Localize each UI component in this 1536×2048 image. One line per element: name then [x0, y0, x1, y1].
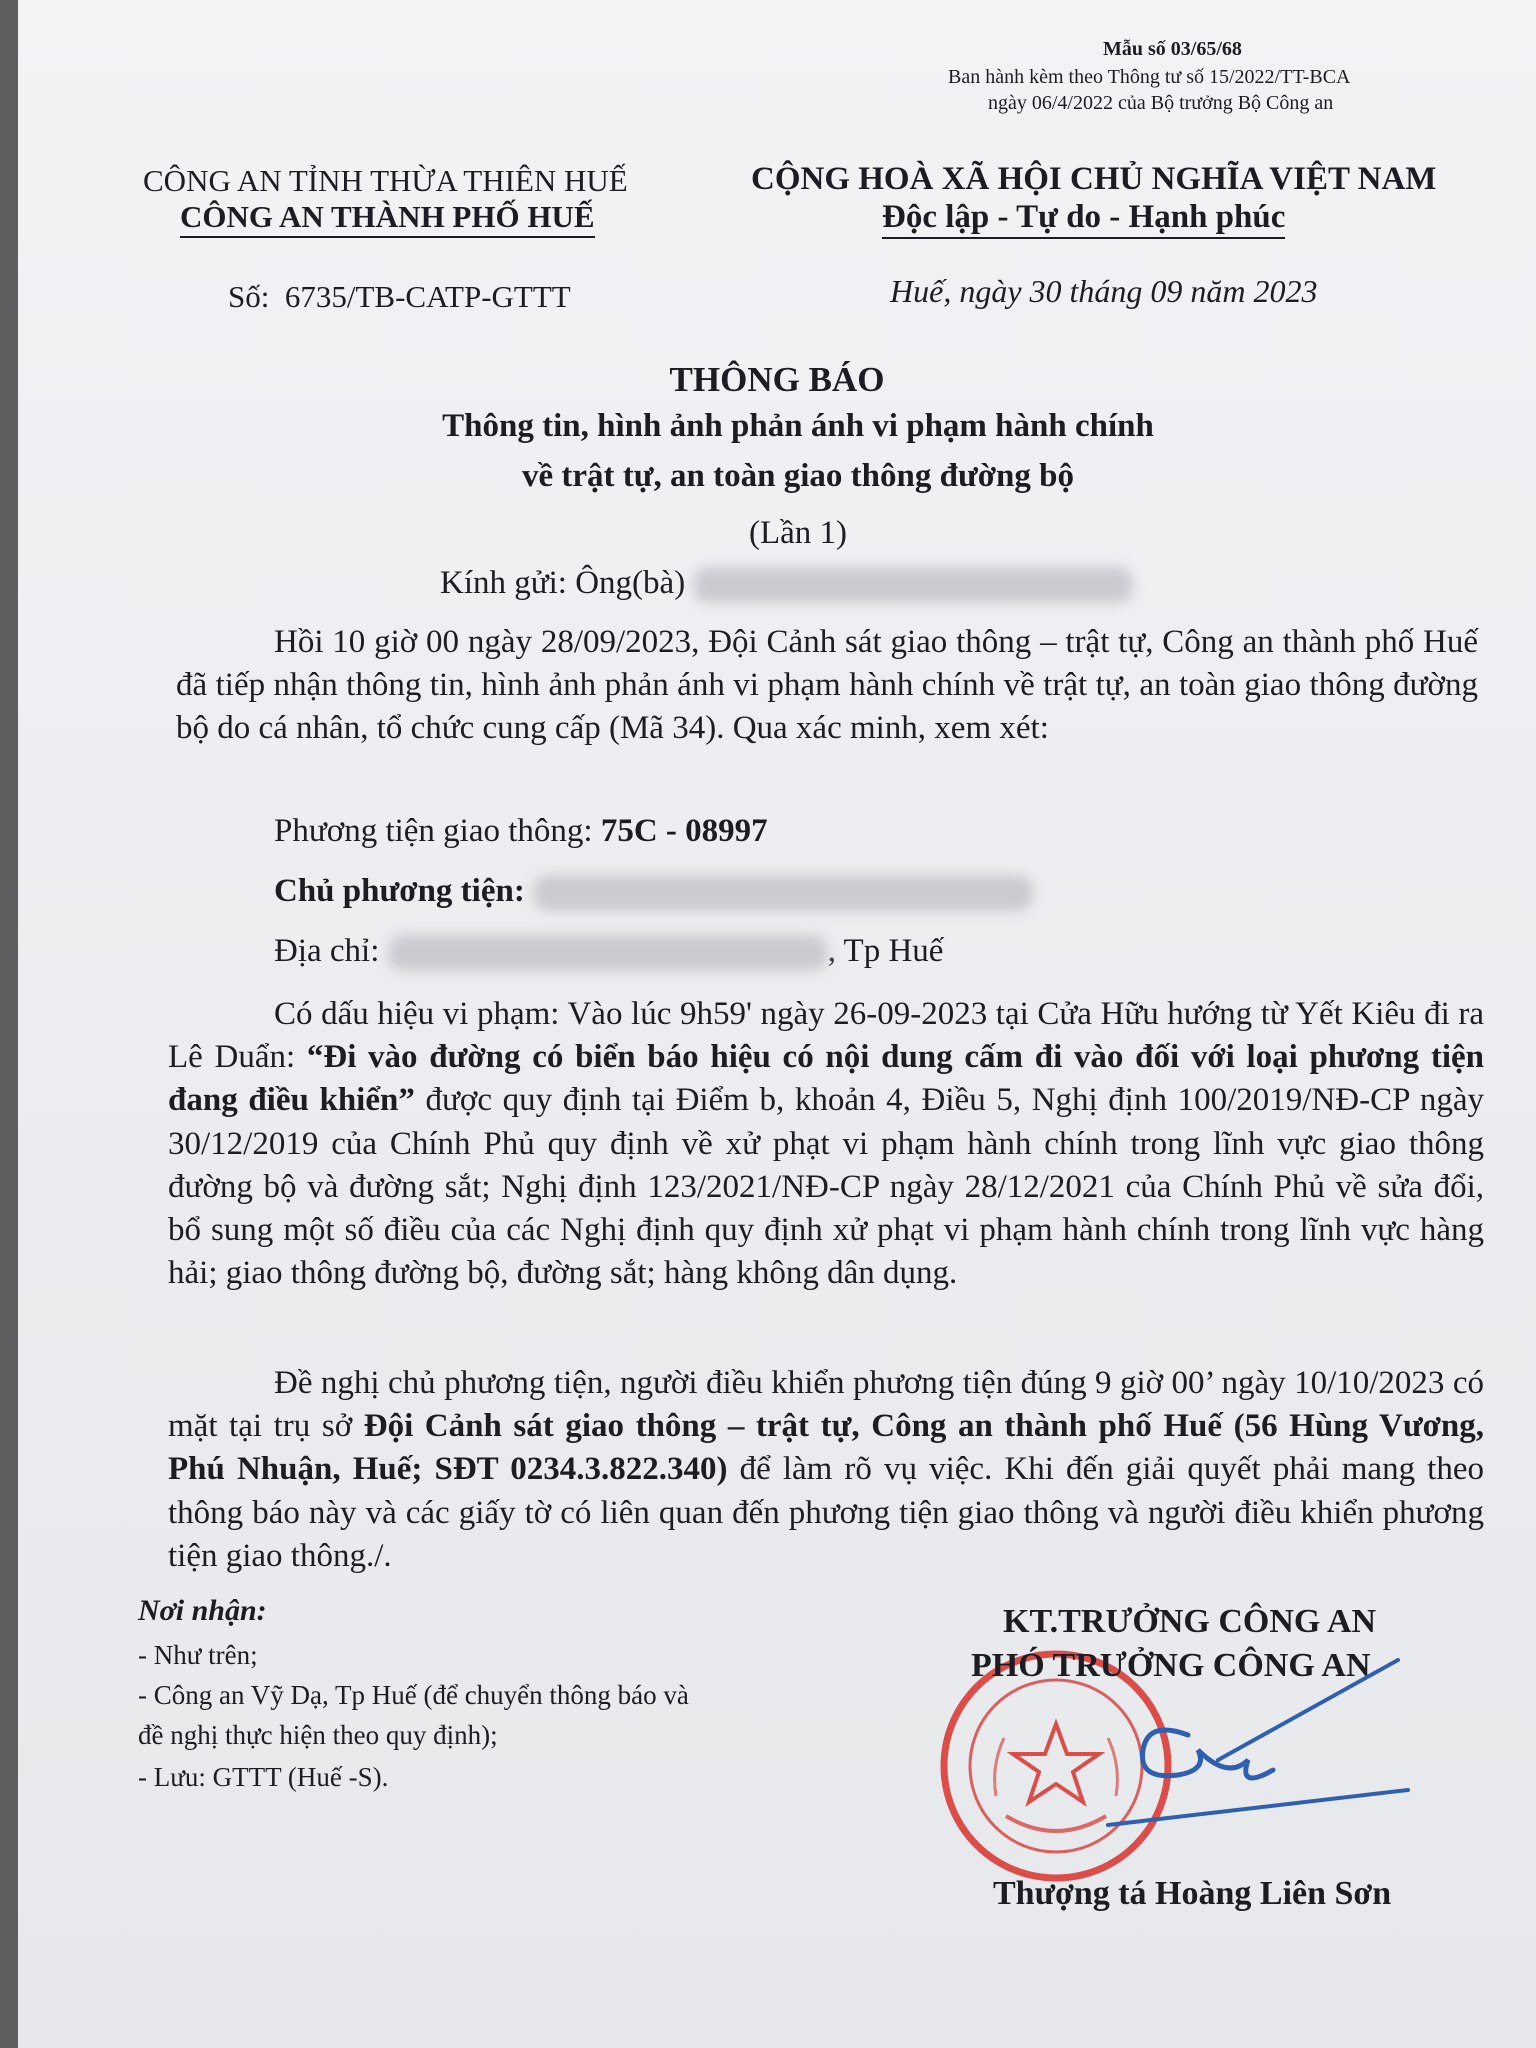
form-reference-line1: Ban hành kèm theo Thông tư số 15/2022/TT-BCA — [948, 66, 1351, 88]
document-subtitle-1: Thông tin, hình ảnh phản ánh vi phạm hành chính — [442, 408, 1154, 444]
document-number: Số: 6735/TB-CATP-GTTT — [228, 279, 571, 314]
owner-line: Chủ phương tiện: — [274, 873, 1033, 911]
request-paragraph: Đề nghị chủ phương tiện, người điều khiển phương tiện đúng 9 giờ 00’ ngày 10/10/2023 có mặt tại trụ sở Đội Cảnh sát giao thông – trật tự, Công an thành phố Huế (56 Hùng Vương, Phú Nhuận, Huế; SĐT 0234.3.822.340) để làm rõ vụ việc. Khi đến giải quyết phải mang theo thông báo này và các giấy tờ có liên quan đến phương tiện giao thông và người điều khiển phương tiện giao thông./. — [168, 1365, 1485, 1574]
recipients-item: - Công an Vỹ Dạ, Tp Huế (để chuyển thông báo và — [138, 1680, 689, 1710]
document-title: THÔNG BÁO — [669, 360, 885, 399]
document-date: Huế, ngày 30 tháng 09 năm 2023 — [890, 273, 1318, 309]
recipients-item: - Lưu: GTTT (Huế -S). — [138, 1762, 389, 1792]
document-page — [18, 0, 1536, 2048]
violation-description: “Đi vào đường có biển báo hiệu có nội dung cấm đi vào đối với loại phương tiện đang điều khiển” — [168, 1039, 1485, 1119]
form-reference-line2: ngày 06/4/2022 của Bộ trưởng Bộ Công an — [988, 92, 1334, 114]
vehicle-line: Phương tiện giao thông: 75C - 08997 — [274, 813, 768, 849]
signature-title-2: PHÓ TRƯỞNG CÔNG AN — [971, 1647, 1371, 1684]
recipients-item: - Như trên; — [138, 1640, 258, 1670]
national-motto: Độc lập - Tự do - Hạnh phúc — [882, 199, 1285, 239]
recipients-item: đề nghị thực hiện theo quy định); — [138, 1720, 498, 1750]
signature-title-1: KT.TRƯỞNG CÔNG AN — [1003, 1603, 1377, 1640]
agency-name: CÔNG AN THÀNH PHỐ HUẾ — [180, 199, 595, 238]
agency-parent: CÔNG AN TỈNH THỪA THIÊN HUẾ — [143, 163, 628, 198]
redacted-owner-name — [533, 875, 1033, 911]
recipients-title: Nơi nhận: — [138, 1594, 267, 1627]
notice-count: (Lần 1) — [748, 515, 848, 551]
nation-name: CỘNG HOÀ XÃ HỘI CHỦ NGHĨA VIỆT NAM — [751, 161, 1437, 197]
recipient-line: Kính gửi: Ông(bà) — [440, 565, 1133, 603]
intro-paragraph: Hồi 10 giờ 00 ngày 28/09/2023, Đội Cảnh sát giao thông – trật tự, Công an thành phố Huế đã tiếp nhận thông tin, hình ảnh phản ánh vi phạm hành chính về trật tự, an toàn giao thông đường bộ do cá nhân, tổ chức cung cấp (Mã 34). Qua xác minh, xem xét: — [176, 624, 1478, 747]
address-line: Địa chỉ: , Tp Huế — [274, 933, 943, 971]
appointment-location: Đội Cảnh sát giao thông – trật tự, Công an thành phố Huế (56 Hùng Vương, Phú Nhuận, Huế; SĐT 0234.3.822.340) — [168, 1408, 1485, 1488]
violation-paragraph: Có dấu hiệu vi phạm: Vào lúc 9h59' ngày 26-09-2023 tại Cửa Hữu hướng từ Yết Kiêu đi ra Lê Duẩn: “Đi vào đường có biển báo hiệu có nội dung cấm đi vào đối với loại phương tiện đang điều khiển” được quy định tại Điểm b, khoản 4, Điều 5, Nghị định 100/2019/NĐ-CP ngày 30/12/2019 của Chính Phủ quy định về xử phạt vi phạm hành chính trong lĩnh vực giao thông đường bộ và đường sắt; Nghị định 123/2021/NĐ-CP ngày 28/12/2021 của Chính Phủ về sửa đổi, bổ sung một số điều của các Nghị định quy định xử phạt vi phạm hành chính trong lĩnh vực hàng hải; giao thông đường bộ, đường sắt; hàng không dân dụng. — [168, 996, 1485, 1292]
signer-name: Thượng tá Hoàng Liên Sơn — [993, 1875, 1392, 1912]
redacted-address — [388, 935, 828, 971]
redacted-recipient-name — [693, 567, 1133, 603]
form-number: Mẫu số 03/65/68 — [1103, 38, 1242, 60]
handwritten-signature — [1078, 1640, 1478, 1870]
license-plate: 75C - 08997 — [600, 813, 768, 849]
document-subtitle-2: về trật tự, an toàn giao thông đường bộ — [521, 458, 1074, 494]
